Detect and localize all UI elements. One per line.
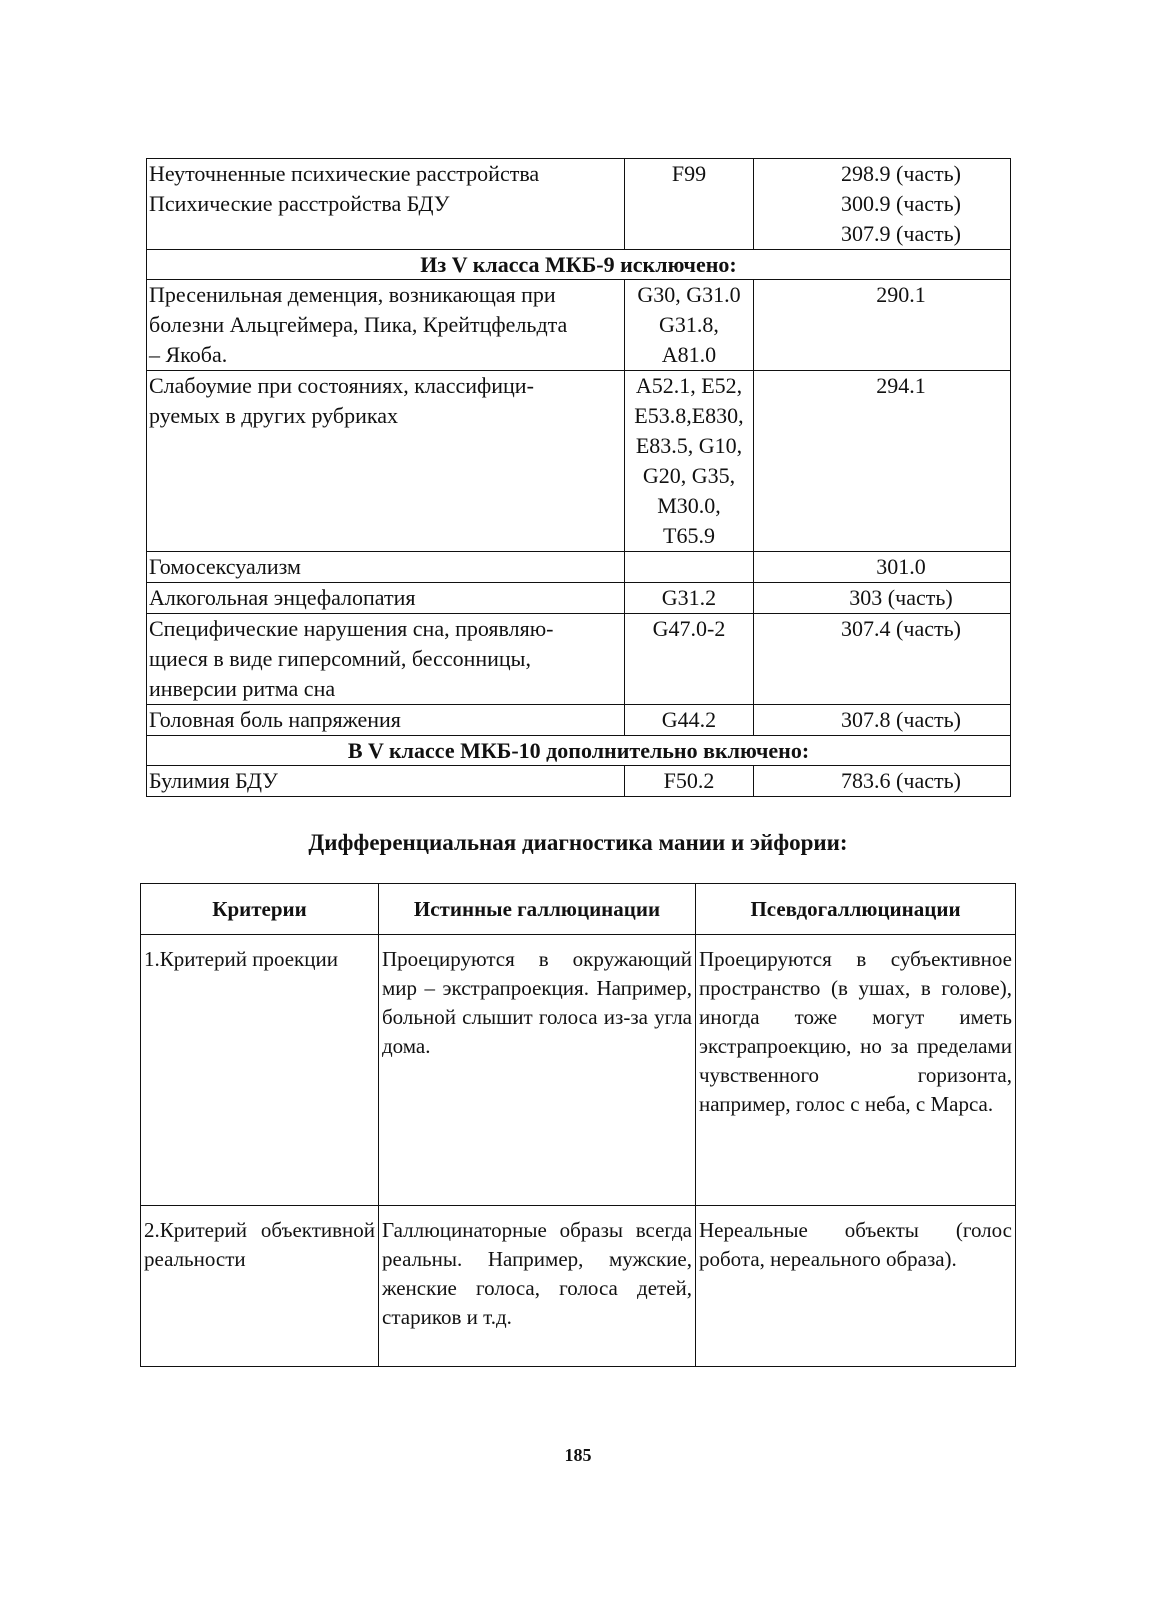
icd9-code-cell xyxy=(754,705,1011,736)
cell-line: Специфические нарушения сна, проявляю- xyxy=(149,616,554,641)
cell-line: болезни Альцгеймера, Пика, Крейтцфельдта xyxy=(149,312,568,337)
icd10-code-cell xyxy=(625,705,754,736)
icd10-code-cell xyxy=(625,766,754,797)
cell-line: M30.0, xyxy=(657,493,721,518)
criterion-cell: 1.Критерий проекции xyxy=(141,935,379,1206)
cell-line: Неуточненные психические расстройства xyxy=(149,161,540,186)
section-title: Из V класса МКБ-9 исключено: xyxy=(147,250,1011,280)
cell-line: E83.5, G10, xyxy=(635,433,743,458)
header-true-hallucinations: Истинные галлюцинации xyxy=(379,884,696,935)
icd10-code-cell xyxy=(625,614,754,705)
disorder-name-cell xyxy=(147,280,625,371)
table-header-row xyxy=(141,884,1016,935)
true-hallucination-cell: Проецируются в окружающий мир – экстрапроекция. Например, больной слышит голоса из-за угла дома. xyxy=(379,935,696,1206)
cell-line: инверсии ритма сна xyxy=(149,676,336,701)
cell-line: 303 (часть) xyxy=(849,585,953,610)
disorder-name-cell xyxy=(147,159,625,250)
disorder-name-cell xyxy=(147,705,625,736)
table-row xyxy=(147,552,1011,583)
header-criteria: Критерии xyxy=(141,884,379,935)
cell-line: 300.9 (часть) xyxy=(841,191,961,216)
cell-line: 290.1 xyxy=(876,282,926,307)
icd9-code-cell xyxy=(754,280,1011,371)
cell-line: A52.1, E52, xyxy=(635,373,743,398)
cell-line: 301.0 xyxy=(876,554,926,579)
disorder-name-cell xyxy=(147,766,625,797)
table-row xyxy=(147,766,1011,797)
cell-line: F99 xyxy=(671,161,707,186)
icd9-code-cell xyxy=(754,766,1011,797)
disorder-name-cell xyxy=(147,371,625,552)
cell-line: 298.9 (часть) xyxy=(841,161,961,186)
cell-line: T65.9 xyxy=(663,523,715,548)
cell-line: G31.2 xyxy=(661,585,717,610)
cell-line: F50.2 xyxy=(663,768,715,793)
cell-line: 307.8 (часть) xyxy=(841,707,961,732)
table-row xyxy=(141,935,1016,1206)
table-row xyxy=(147,159,1011,250)
cell-line: щиеся в виде гиперсомний, бессонницы, xyxy=(149,646,531,671)
table-row xyxy=(147,614,1011,705)
cell-line: Головная боль напряжения xyxy=(149,707,401,732)
cell-line: G44.2 xyxy=(661,707,717,732)
pseudo-hallucination-cell: Нереальные объекты (голос робота, нереального образа). xyxy=(696,1206,1016,1367)
cell-line: G20, G35, xyxy=(642,463,736,488)
cell-line: G31.8, xyxy=(659,312,719,337)
section-row xyxy=(147,250,1011,280)
cell-line: 783.6 (часть) xyxy=(841,768,961,793)
icd10-code-cell xyxy=(625,552,754,583)
table-row xyxy=(147,371,1011,552)
true-hallucination-cell: Галлюцинаторные образы всегда реальны. Например, мужские, женские голоса, голоса детей, стариков и т.д. xyxy=(379,1206,696,1367)
disorder-name-cell xyxy=(147,614,625,705)
icd9-code-cell xyxy=(754,583,1011,614)
cell-line: G30, G31.0 xyxy=(637,282,741,307)
cell-line: Булимия БДУ xyxy=(149,768,278,793)
icd9-code-cell xyxy=(754,614,1011,705)
cell-line: A81.0 xyxy=(661,342,717,367)
table-row xyxy=(147,705,1011,736)
page-number: 185 xyxy=(564,1445,592,1465)
table-row xyxy=(147,583,1011,614)
icd10-code-cell xyxy=(625,371,754,552)
section-title: В V классе МКБ-10 дополнительно включено: xyxy=(147,736,1011,766)
icd10-code-cell xyxy=(625,159,754,250)
icd9-code-cell xyxy=(754,159,1011,250)
icd9-code-cell xyxy=(754,371,1011,552)
cell-line: 307.4 (часть) xyxy=(841,616,961,641)
cell-line: – Якоба. xyxy=(149,342,228,367)
disorder-name-cell xyxy=(147,552,625,583)
cell-line: E53.8,E830, xyxy=(634,403,744,428)
cell-line: 294.1 xyxy=(876,373,926,398)
table-row xyxy=(147,280,1011,371)
criterion-cell: 2.Критерий объективной реальности xyxy=(141,1206,379,1367)
cell-line: Слабоумие при состояниях, классифици- xyxy=(149,373,534,398)
hallucinations-table xyxy=(140,883,1016,1367)
icd10-code-cell xyxy=(625,280,754,371)
table-row xyxy=(141,1206,1016,1367)
cell-line xyxy=(627,552,751,582)
pseudo-hallucination-cell: Проецируются в субъективное пространство (в ушах, в голове), иногда тоже могут иметь экстрапроекцию, но за пределами чувственного горизонта, например, голос с неба, с Марса. xyxy=(696,935,1016,1206)
section-row xyxy=(147,736,1011,766)
cell-line: Гомосексуализм xyxy=(149,554,301,579)
disorder-name-cell xyxy=(147,583,625,614)
cell-line: G47.0-2 xyxy=(652,616,726,641)
header-pseudo-hallucinations: Псевдогаллюцинации xyxy=(696,884,1016,935)
icd-mapping-table xyxy=(146,158,1011,797)
section-heading: Дифференциальная диагностика мании и эйфории: xyxy=(308,830,848,855)
cell-line: руемых в других рубриках xyxy=(149,403,398,428)
cell-line: Алкогольная энцефалопатия xyxy=(149,585,416,610)
cell-line: Пресенильная деменция, возникающая при xyxy=(149,282,556,307)
icd10-code-cell xyxy=(625,583,754,614)
cell-line: 307.9 (часть) xyxy=(841,221,961,246)
cell-line: Психические расстройства БДУ xyxy=(149,191,450,216)
icd9-code-cell xyxy=(754,552,1011,583)
